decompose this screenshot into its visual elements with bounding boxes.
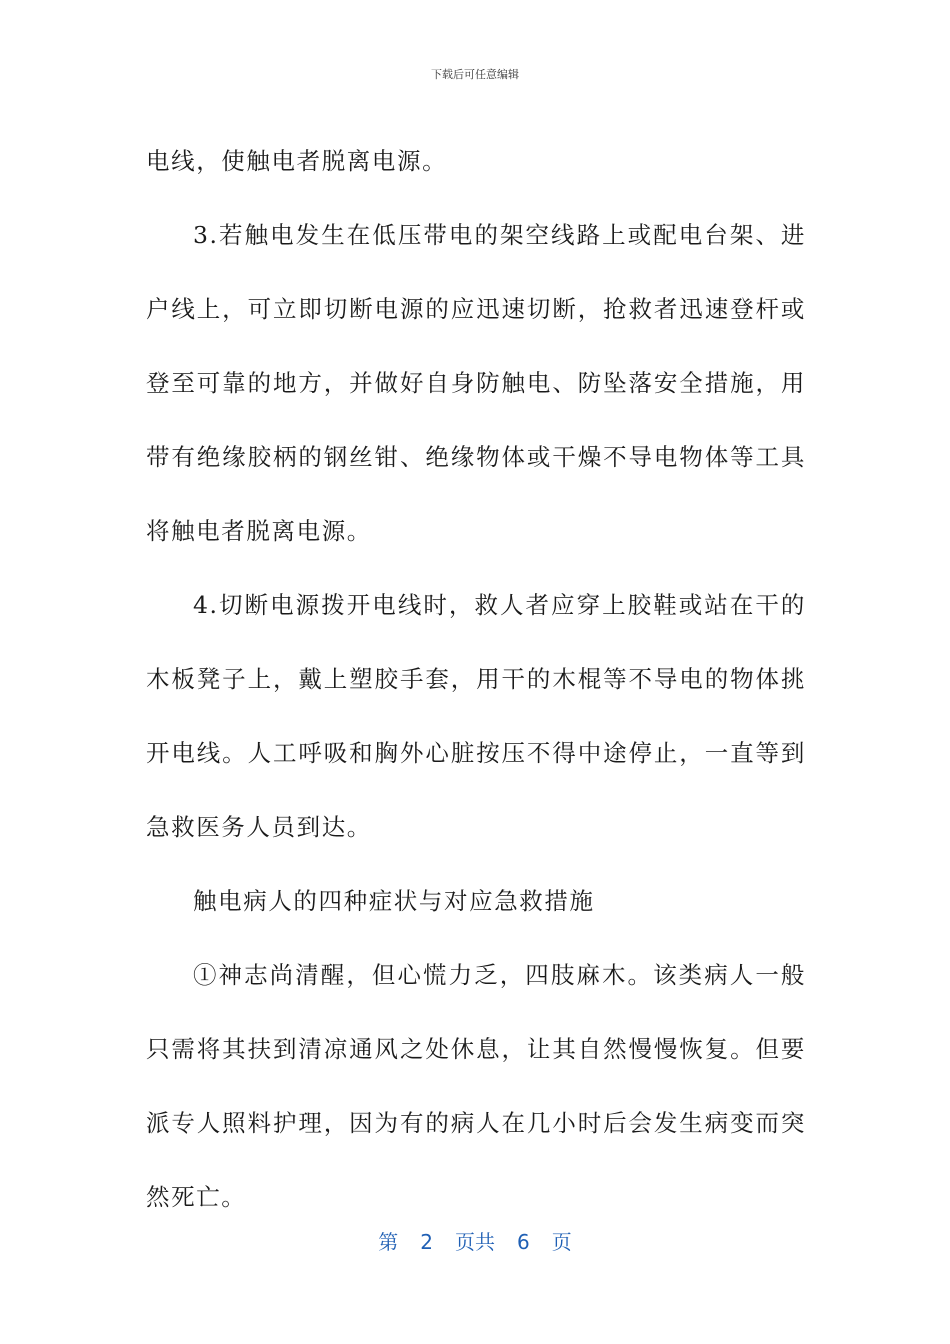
footer-prefix: 第 <box>378 1230 399 1254</box>
section-heading: 触电病人的四种症状与对应急救措施 <box>193 887 595 915</box>
header-note: 下载后可任意编辑 <box>431 68 519 81</box>
paragraph-1: 电线，使触电者脱离电源。 <box>146 147 448 175</box>
footer-middle: 页共 <box>455 1230 495 1254</box>
page-footer <box>0 1226 950 1255</box>
footer-total-pages: 6 <box>517 1230 530 1254</box>
paragraph-2: 3.若触电发生在低压带电的架空线路上或配电台架、进户线上，可立即切断电源的应迅速切断，抢救者迅速登杆或登至可靠的地方，并做好自身防触电、防坠落安全措施，用带有绝缘胶柄的钢丝钳、绝缘物体或干燥不导电物体等工具将触电者脱离电源。 <box>146 221 806 545</box>
footer-suffix: 页 <box>551 1230 572 1254</box>
paragraph-3: 4.切断电源拨开电线时，救人者应穿上胶鞋或站在干的木板凳子上，戴上塑胶手套，用干的木棍等不导电的物体挑开电线。人工呼吸和胸外心脏按压不得中途停止，一直等到急救医务人员到达。 <box>146 591 806 841</box>
footer-page-number: 2 <box>420 1230 433 1254</box>
document-body <box>146 124 806 1234</box>
paragraph-5: ①神志尚清醒，但心慌力乏，四肢麻木。该类病人一般只需将其扶到清凉通风之处休息，让其自然慢慢恢复。但要派专人照料护理，因为有的病人在几小时后会发生病变而突然死亡。 <box>146 961 806 1211</box>
